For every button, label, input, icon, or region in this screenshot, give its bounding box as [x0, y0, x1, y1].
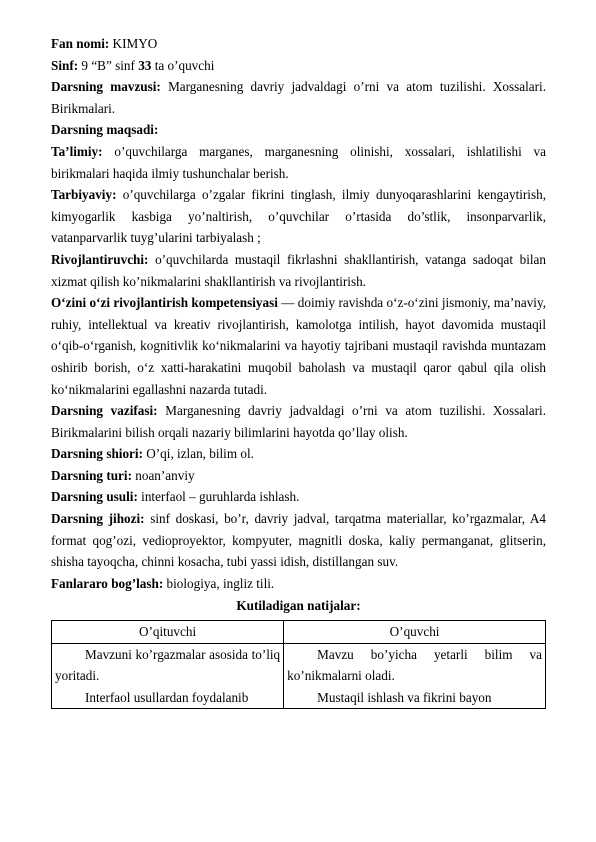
student-line: Mavzu bo’yicha yetarli bilim va ko’nikmalarni oladi.: [287, 646, 542, 684]
class-value: 9 “B” sinf: [78, 57, 139, 73]
developing-text: o’quvchilarda mustaqil fikrlashni shakllantirish, vatanga sadoqat bilan xizmat qilish ko’nikmalarini shakllantirish va rivojlantirish.: [51, 251, 546, 289]
subject-value: KIMYO: [109, 36, 158, 51]
lesson-type: [51, 465, 546, 487]
competence-text: — doimiy ravishda o‘z-o‘zini jismoniy, ma’naviy, ruhiy, intellektual va kreativ rivojlantirish, kamolotga intilish, hayot davomida mustaqil o‘qib-o‘rganish, kognitivlik ko‘nikmalarini va hayotiy tajribani mustaqil ravishda muntazam oshirib borish, o‘z xatti-harakatini muqobil baholash va mustaqil qaror qabul qila olish ko‘nikmalarini egallashni nazarda tutadi.: [51, 295, 547, 397]
equipment-text: sinf doskasi, bo’r, davriy jadval, tarqatma materiallar, ko’rgazmalar, A4 format qog’ozi, vedioproyektor, kompyuter, magnitli doska, kaliy permanganat, glitserin, shisha tayoqcha, chinni kosacha, tubi yassi idish, distillangan suv.: [51, 511, 547, 570]
student-line: Mustaqil ishlash va fikrini bayon: [317, 689, 492, 705]
topic-label: Darsning mavzusi:: [51, 79, 161, 95]
lesson-plan-page: [51, 33, 546, 709]
class-count: 33: [138, 57, 152, 73]
goal-heading: [51, 119, 546, 141]
lesson-method: [51, 486, 546, 508]
educational-label: Ta’limiy:: [51, 143, 103, 159]
student-cell: [284, 643, 546, 709]
type-label: Darsning turi:: [51, 467, 132, 483]
class-label: Sinf:: [51, 57, 79, 73]
table-row: [52, 643, 546, 709]
lesson-equipment: [51, 508, 546, 573]
teacher-column-header: O’qituvchi: [52, 621, 284, 644]
task-text: Marganesning davriy jadvaldagi o’rni va atom tuzilishi. Xossalari. Birikmalarini bilish orqali nazariy bilimlarini hayotda qo’llay olish.: [51, 403, 547, 440]
motto-label: Darsning shiori:: [51, 446, 143, 462]
teacher-line: Interfaol usullardan foydalanib: [85, 689, 249, 705]
lesson-motto: [51, 443, 546, 465]
table-header-row: [52, 621, 546, 644]
equipment-label: Darsning jihozi:: [51, 511, 145, 527]
educational-goal: [51, 141, 546, 184]
educational-text: o’quvchilarga marganes, marganesning olinishi, xossalari, ishlatilishi va birikmalari haqida ilmiy tushunchalar berish.: [51, 143, 546, 181]
expected-results-table: [51, 620, 546, 709]
method-text: interfaol – guruhlarda ishlash.: [137, 489, 300, 505]
lesson-task: [51, 400, 546, 443]
goal-label: Darsning maqsadi:: [51, 122, 159, 138]
topic-value: Marganesning davriy jadvaldagi o’rni va atom tuzilishi. Xossalari. Birikmalari.: [51, 79, 546, 116]
developing-label: Rivojlantiruvchi:: [51, 251, 149, 267]
subject-label: Fan nomi:: [51, 36, 110, 51]
interdisciplinary-links: [51, 573, 546, 595]
student-column-header: O’quvchi: [284, 621, 546, 644]
motto-text: O’qi, izlan, bilim ol.: [142, 446, 254, 462]
class-count-suffix: ta o’quvchi: [151, 57, 215, 73]
links-label: Fanlararo bog’lash:: [51, 575, 164, 591]
type-text: noan’anviy: [131, 467, 195, 483]
upbringing-goal: [51, 184, 546, 249]
teacher-line: Mavzuni ko’rgazmalar asosida to’liq yoritadi.: [55, 646, 281, 684]
class-line: [51, 55, 546, 77]
upbringing-label: Tarbiyaviy:: [51, 187, 117, 203]
upbringing-text: o’quvchilarga o’zgalar fikrini tinglash, ilmiy dunyoqarashlarini kengaytirish, kimyogarlik kasbiga yo’naltirish, o’quvchilar o’rtasida do’stlik, insonparvarlik, vatanparvarlik tuyg’ularini tarbiyalash ;: [51, 187, 546, 246]
method-label: Darsning usuli:: [51, 489, 138, 505]
competence-label: O‘zini o‘zi rivojlantirish kompetensiyasi: [51, 295, 278, 311]
links-text: biologiya, ingliz tili.: [163, 575, 275, 591]
topic-line: [51, 76, 546, 119]
self-development-competence: [51, 292, 546, 400]
teacher-cell: [52, 643, 284, 709]
subject-line: [51, 33, 546, 55]
task-label: Darsning vazifasi:: [51, 403, 158, 419]
developing-goal: [51, 249, 546, 292]
expected-results-heading: Kutiladigan natijalar:: [236, 598, 361, 614]
